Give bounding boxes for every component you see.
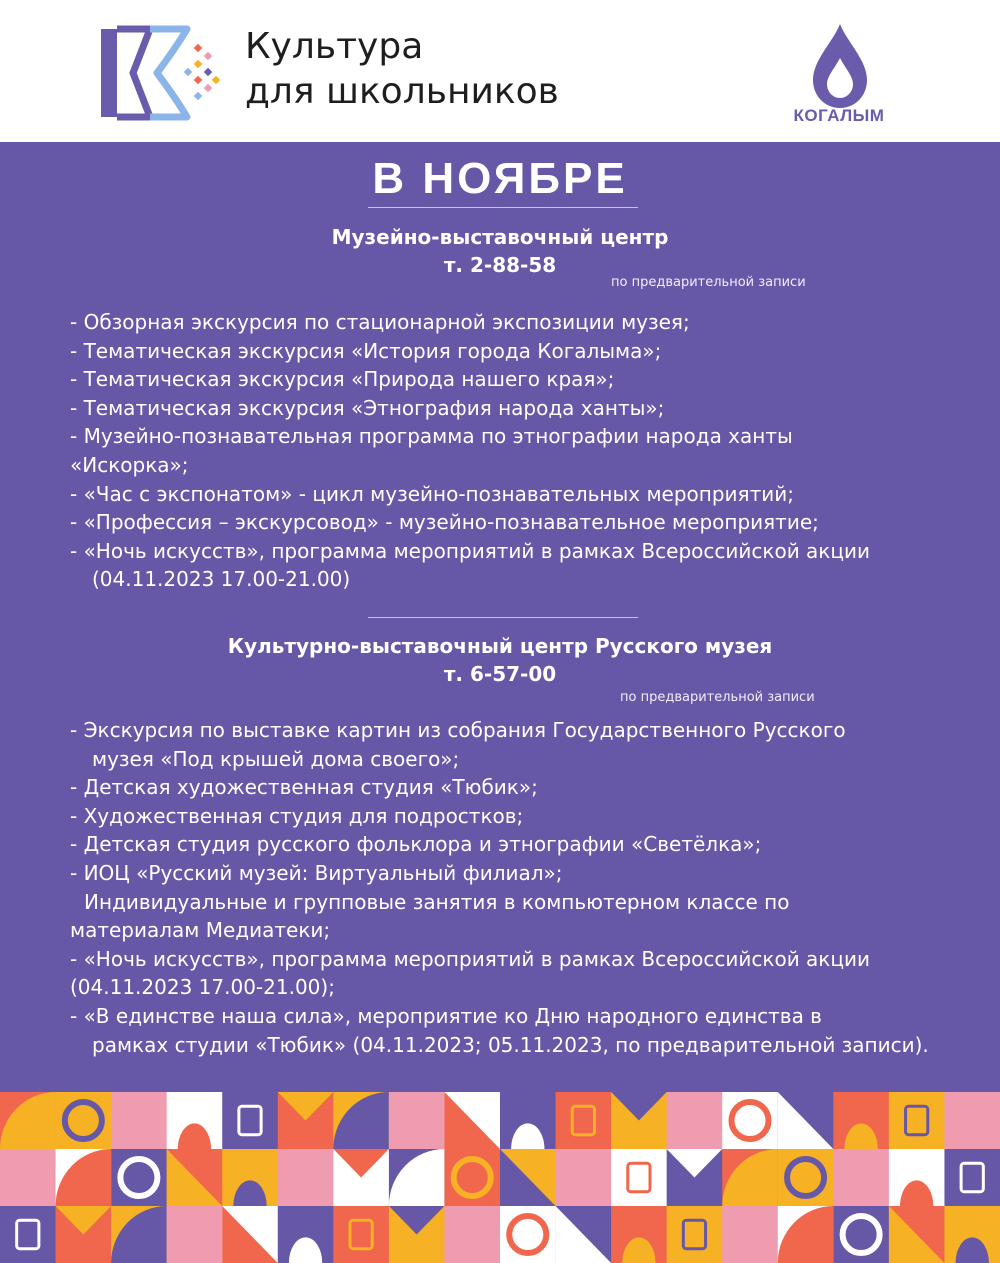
section-2-list bbox=[70, 716, 929, 1059]
list-item: - «Ночь искусств», программа мероприятий в рамках Всероссийской акции bbox=[70, 538, 870, 563]
list-item: «Искорка»; bbox=[70, 452, 189, 477]
brand-line-1: Культура bbox=[245, 26, 424, 67]
pattern-tile bbox=[278, 1149, 334, 1207]
pattern-tile bbox=[889, 1092, 945, 1150]
pattern-tile bbox=[333, 1206, 389, 1263]
section-1-title: Музейно-выставочный центр bbox=[331, 225, 669, 249]
header bbox=[0, 0, 1000, 142]
divider bbox=[368, 207, 638, 208]
section-2-phone: т. 6-57-00 bbox=[443, 662, 557, 686]
city-name: КОГАЛЫМ bbox=[793, 106, 885, 125]
divider bbox=[368, 617, 638, 618]
brand-title bbox=[245, 24, 559, 114]
pattern-tile bbox=[222, 1092, 278, 1150]
list-item: материалам Медиатеки; bbox=[70, 918, 331, 943]
section-1-list bbox=[70, 308, 870, 594]
decorative-pattern bbox=[0, 1092, 1000, 1263]
list-item: - Детская студия русского фольклора и этнографии «Светёлка»; bbox=[70, 832, 762, 857]
section-1-phone: т. 2-88-58 bbox=[443, 253, 557, 277]
list-item: - «Час с экспонатом» - цикл музейно-познавательных мероприятий; bbox=[70, 481, 794, 506]
pattern-tile bbox=[944, 1149, 1000, 1207]
list-item: - ИОЦ «Русский музей: Виртуальный филиал»; bbox=[70, 860, 563, 885]
main-panel bbox=[0, 142, 1000, 1092]
month-heading: В НОЯБРЕ bbox=[372, 154, 628, 203]
list-item: - Детская художественная студия «Тюбик»; bbox=[70, 775, 538, 800]
section-2-title: Культурно-выставочный центр Русского музея bbox=[227, 634, 773, 658]
pattern-tile bbox=[556, 1092, 612, 1150]
pattern-tile bbox=[611, 1149, 667, 1207]
list-item: - Тематическая экскурсия «Этнография народа ханты»; bbox=[70, 395, 665, 420]
list-item: музея «Под крышей дома своего»; bbox=[92, 746, 460, 771]
list-item: - «Профессия – экскурсовод» - музейно-познавательное мероприятие; bbox=[70, 510, 819, 535]
list-item: рамках студии «Тюбик» (04.11.2023; 05.11.2023, по предварительной записи). bbox=[92, 1032, 929, 1057]
list-item: - «Ночь искусств», программа мероприятий в рамках Всероссийской акции bbox=[70, 946, 870, 971]
list-item: - Тематическая экскурсия «Природа нашего края»; bbox=[70, 367, 615, 392]
list-item: (04.11.2023 17.00-21.00); bbox=[70, 975, 335, 1000]
pattern-tile bbox=[667, 1206, 723, 1263]
section-1-note: по предварительной записи bbox=[611, 275, 806, 290]
list-item: - Музейно-познавательная программа по этнографии народа ханты bbox=[70, 424, 793, 449]
brand-line-2: для школьников bbox=[245, 71, 559, 112]
list-item: - «В единстве наша сила», мероприятие ко Дню народного единства в bbox=[70, 1003, 822, 1028]
section-2-note: по предварительной записи bbox=[620, 690, 815, 705]
list-item: - Обзорная экскурсия по стационарной экспозиции музея; bbox=[70, 310, 690, 334]
list-item: Индивидуальные и групповые занятия в компьютерном классе по bbox=[84, 889, 790, 914]
pattern-tile bbox=[0, 1206, 56, 1263]
culture-logo-icon bbox=[95, 23, 225, 123]
list-item: - Экскурсия по выставке картин из собрания Государственного Русского bbox=[70, 718, 846, 742]
list-item: - Художественная студия для подростков; bbox=[70, 803, 524, 828]
list-item: (04.11.2023 17.00-21.00) bbox=[92, 567, 351, 592]
list-item: - Тематическая экскурсия «История города Когалыма»; bbox=[70, 338, 662, 363]
